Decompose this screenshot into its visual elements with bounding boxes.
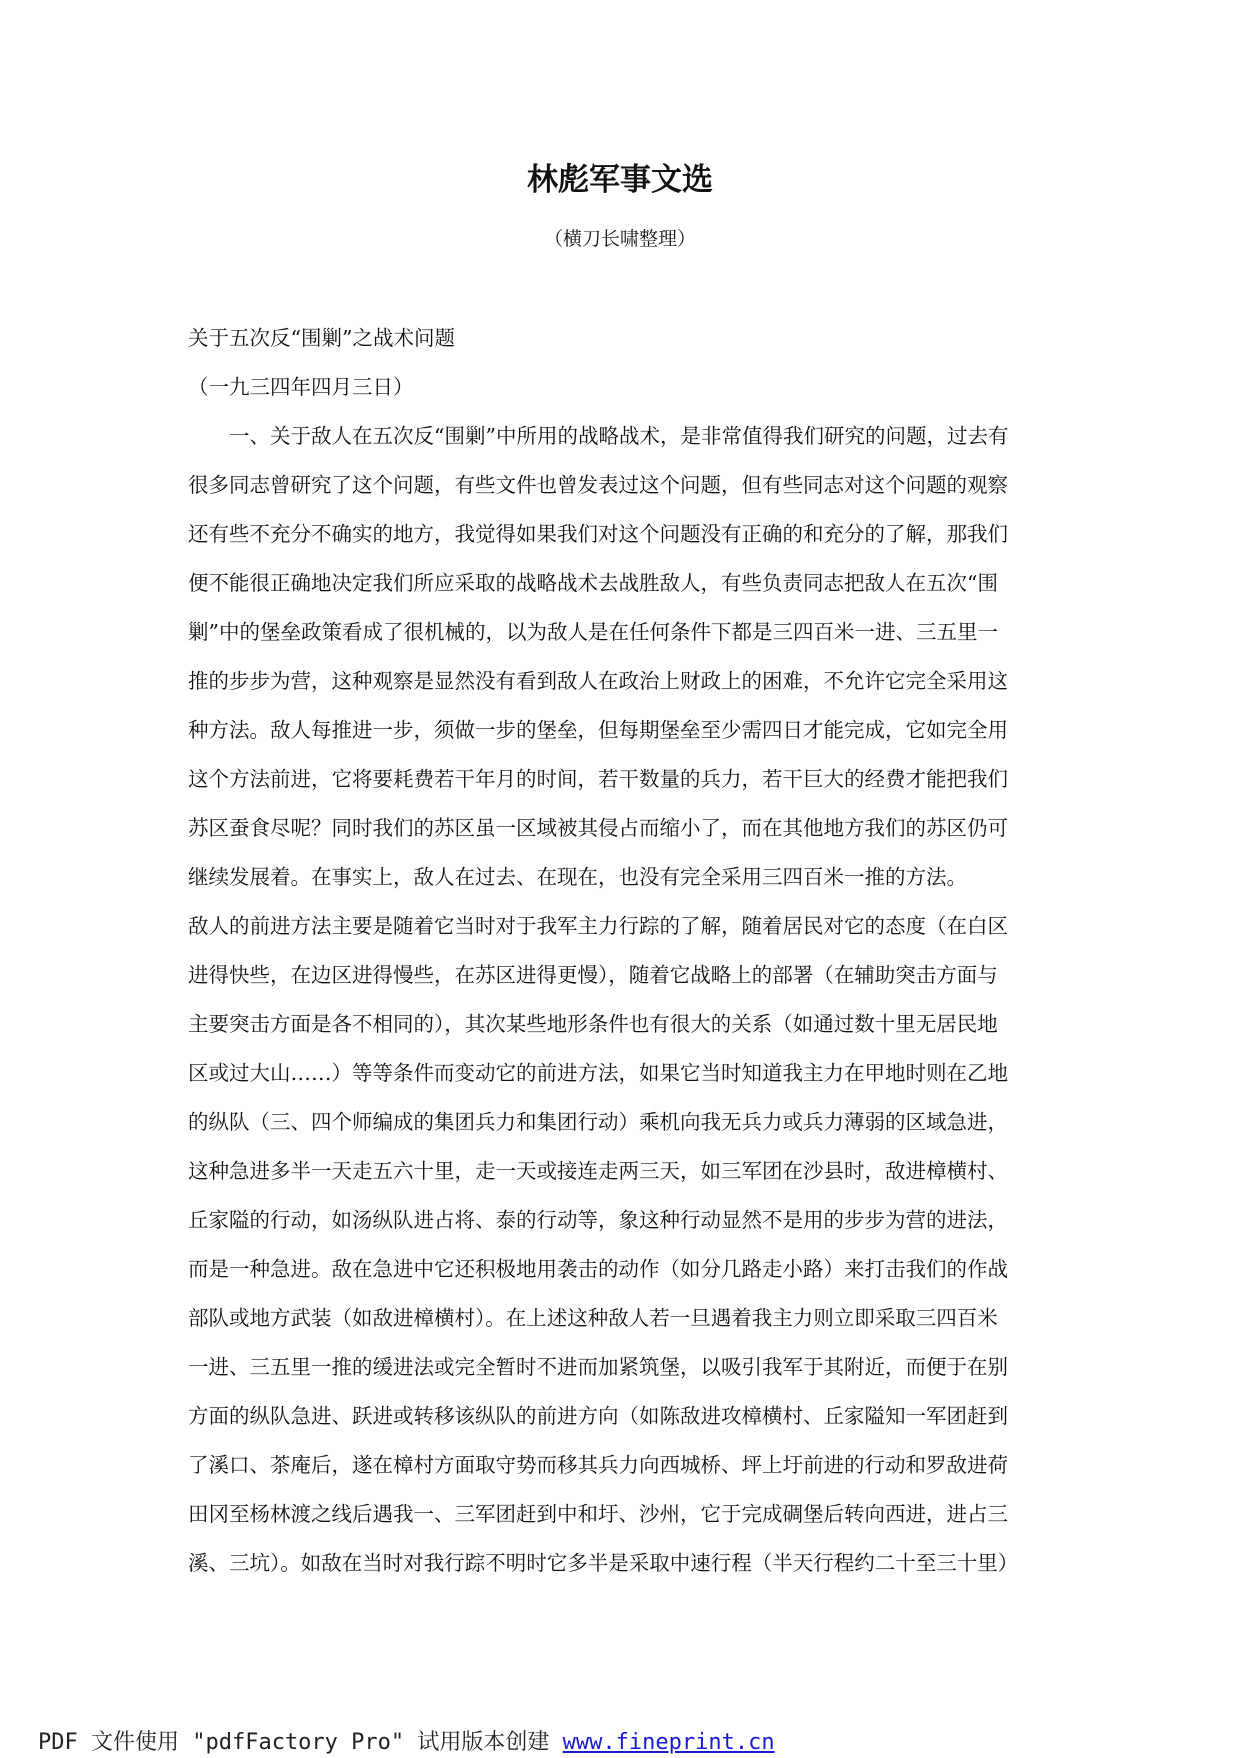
text-line: 很多同志曾研究了这个问题，有些文件也曾发表过这个问题，但有些同志对这个问题的观察 (188, 473, 1008, 497)
document-subtitle: （横刀长啸整理） (543, 228, 696, 250)
text-line: 推的步步为营，这种观察是显然没有看到敌人在政治上财政上的困难，不允许它完全采用这 (188, 669, 1008, 693)
text-line: 便不能很正确地决定我们所应采取的战略战术去战胜敌人，有些负责同志把敌人在五次“围 (188, 571, 998, 595)
text-line: 的纵队（三、四个师编成的集团兵力和集团行动）乘机向我无兵力或兵力薄弱的区域急进， (188, 1110, 1008, 1134)
text-line: 进得快些，在边区进得慢些，在苏区进得更慢），随着它战略上的部署（在辅助突击方面与 (188, 963, 998, 987)
pdf-footer (38, 1728, 775, 1758)
text-line: 了溪口、茶庵后，遂在樟村方面取守势而移其兵力向西城桥、坪上圩前进的行动和罗敌进荷 (188, 1453, 1008, 1477)
text-line: 这个方法前进，它将要耗费若干年月的时间，若干数量的兵力，若干巨大的经费才能把我们 (188, 767, 1008, 791)
footer-link[interactable]: www.fineprint.cn (562, 1730, 775, 1755)
text-line: 还有些不充分不确实的地方，我觉得如果我们对这个问题没有正确的和充分的了解，那我们 (188, 522, 1008, 546)
document-title: 林彪军事文选 (527, 162, 713, 198)
text-line: 区或过大山……）等等条件而变动它的前进方法，如果它当时知道我主力在甲地时则在乙地 (188, 1061, 1008, 1085)
text-line: 田冈至杨林渡之线后遇我一、三军团赶到中和圩、沙州，它于完成碉堡后转向西进，进占三 (188, 1502, 1008, 1526)
text-line: 苏区蚕食尽呢？同时我们的苏区虽一区域被其侵占而缩小了，而在其他地方我们的苏区仍可 (188, 816, 1008, 840)
article-body (188, 318, 1052, 1592)
footer-text: PDF 文件使用 "pdfFactory Pro" 试用版本创建 (38, 1730, 563, 1755)
text-line: 一、关于敌人在五次反“围剿”中所用的战略战术，是非常值得我们研究的问题，过去有 (229, 424, 1009, 448)
text-line: 而是一种急进。敌在急进中它还积极地用袭击的动作（如分几路走小路）来打击我们的作战 (188, 1257, 1008, 1281)
article-heading: 关于五次反“围剿”之战术问题 (188, 326, 455, 350)
text-line: 部队或地方武装（如敌进樟横村）。在上述这种敌人若一旦遇着我主力则立即采取三四百米 (188, 1306, 998, 1330)
text-line: 继续发展着。在事实上，敌人在过去、在现在，也没有完全采用三四百米一推的方法。 (188, 865, 967, 889)
text-line: 种方法。敌人每推进一步，须做一步的堡垒，但每期堡垒至少需四日才能完成，它如完全用 (188, 718, 1008, 742)
text-line: 剿”中的堡垒政策看成了很机械的，以为敌人是在任何条件下都是三四百米一进、三五里一 (188, 620, 998, 644)
text-line: 这种急进多半一天走五六十里，走一天或接连走两三天，如三军团在沙县时，敌进樟横村、 (188, 1159, 1008, 1183)
text-line: 主要突击方面是各不相同的），其次某些地形条件也有很大的关系（如通过数十里无居民地 (188, 1012, 998, 1036)
text-line: 方面的纵队急进、跃进或转移该纵队的前进方向（如陈敌进攻樟横村、丘家隘知一军团赶到 (188, 1404, 1008, 1428)
text-line: 丘家隘的行动，如汤纵队进占将、泰的行动等，象这种行动显然不是用的步步为营的进法， (188, 1208, 1008, 1232)
text-line: 敌人的前进方法主要是随着它当时对于我军主力行踪的了解，随着居民对它的态度（在白区 (188, 914, 1008, 938)
text-line: 溪、三坑）。如敌在当时对我行踪不明时它多半是采取中速行程（半天行程约二十至三十里） (188, 1551, 1019, 1575)
text-line: 一进、三五里一推的缓进法或完全暂时不进而加紧筑堡，以吸引我军于其附近，而便于在别 (188, 1355, 1008, 1379)
article-date: （一九三四年四月三日） (188, 375, 414, 399)
